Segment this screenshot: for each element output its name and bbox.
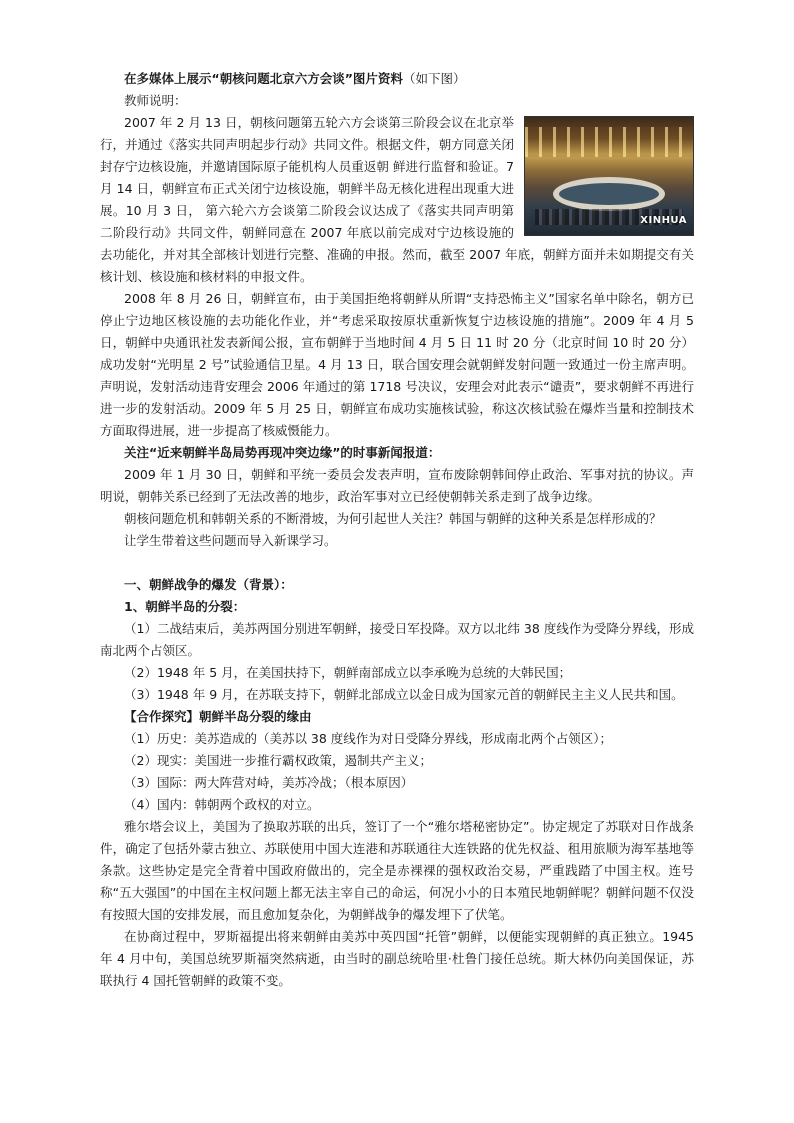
cooperative-inquiry-heading: 【合作探究】朝鲜半岛分裂的缘由 bbox=[124, 709, 312, 724]
reason-item: （1）历史：美苏造成的（美苏以 38 度线作为对日受降分界线，形成南北两个占领区）； bbox=[124, 731, 613, 746]
photo-watermark: XINHUA bbox=[640, 215, 687, 226]
subsection-title: 1、朝鲜半岛的分裂： bbox=[124, 599, 246, 614]
intro-heading-rest: （如下图） bbox=[402, 71, 466, 86]
conference-table bbox=[553, 177, 665, 211]
section-title: 一、朝鲜战争的爆发（背景）： bbox=[124, 577, 293, 592]
paragraph-2007: 2007 年 2 月 13 日，朝核问题第五轮六方会谈第三阶段会议在北京举行，并通过《落实共同声明起步行动》共同文件。根据文件，朝方同意关闭封存宁边核设施，并邀请国际原子能机构人员重返朝 鲜进行监督和验证。7 月 14 日，朝鲜宣布正式关闭宁边核设施，朝鲜半岛无核化进程出现重大进展。10 月 3 日， 第六轮六方会谈第二阶段会议达成了《落实共同声明第二阶段行动》共同文件，朝鲜同意在 2007 年底以前完成对宁边核设施的去功能化，并对其全部核计划进行完整、准确的申报。然而，截至 2007 年底，朝鲜方面并未如期提交有关核计划、核设施和核材料的申报文件。 bbox=[100, 115, 694, 284]
trusteeship-paragraph: 在协商过程中，罗斯福提出将来朝鲜由美苏中英四国“托管”朝鲜，以便能实现朝鲜的真正独立。1945 年 4 月中旬，美国总统罗斯福突然病逝，由当时的副总统哈里·杜鲁门接任总统。斯大林仍向美国保证，苏联执行 4 国托管朝鲜的政策不变。 bbox=[100, 929, 694, 988]
news-heading: 关注“近来朝鲜半岛局势再现冲突边缘”的时事新闻报道： bbox=[124, 445, 441, 460]
chandelier-lights bbox=[525, 127, 693, 157]
intro-heading bbox=[100, 68, 694, 90]
spacer bbox=[100, 552, 694, 574]
list-item: （3）1948 年 9 月，在苏联支持下，朝鲜北部成立以金日成为国家元首的朝鲜民主主义人民共和国。 bbox=[124, 687, 684, 702]
lead-in-paragraph: 让学生带着这些问题而导入新课学习。 bbox=[124, 533, 337, 548]
paragraph-2008-2009: 2008 年 8 月 26 日，朝鲜宣布，由于美国拒绝将朝鲜从所谓“支持恐怖主义”国家名单中除名，朝方已停止宁边地区核设施的去功能化作业，并“考虑采取按原状重新恢复宁边核设施的措施”。2009 年 4 月 5 日，朝鲜中央通讯社发表新闻公报，宣布朝鲜于当地时间 4 月 5 日 11 时 20 分（北京时间 10 时 20 分）成功发射“光明星 2 号”试验通信卫星。4 月 13 日，联合国安理会就朝鲜发射问题一致通过一份主席声明。声明说，发射活动违背安理会 2006 年通过的第 1718 号决议，安理会对此表示“谴责”，要求朝鲜不再进行进一步的发射活动。2009 年 5 月 25 日，朝鲜宣布成功实施核试验，称这次核试验在爆炸当量和控制技术方面取得进展，进一步提高了核威慑能力。 bbox=[100, 291, 694, 438]
yalta-paragraph: 雅尔塔会议上，美国为了换取苏联的出兵，签订了一个“雅尔塔秘密协定”。协定规定了苏联对日作战条件，确定了包括外蒙古独立、苏联使用中国大连港和苏联通往大连铁路的优先权益、租用旅顺为海军基地等条款。这些协定是完全背着中国政府做出的，完全是赤裸裸的强权政治交易，严重践踏了中国主权。连号称“五大强国”的中国在主权问题上都无法主宰自己的命运，何况小小的日本殖民地朝鲜呢？朝鲜问题不仅没有按照大国的安排发展，而且愈加复杂化，为朝鲜战争的爆发埋下了伏笔。 bbox=[100, 819, 694, 922]
six-party-talks-photo bbox=[524, 116, 694, 236]
list-item: （1）二战结束后，美苏两国分别进军朝鲜，接受日军投降。双方以北纬 38 度线作为受降分界线，形成南北两个占领区。 bbox=[100, 621, 694, 658]
paragraph-news: 2009 年 1 月 30 日，朝鲜和平统一委员会发表声明，宣布废除朝韩间停止政治、军事对抗的协议。声明说，朝韩关系已经到了无法改善的地步，政治军事对立已经使朝韩关系走到了战争边缘。 bbox=[100, 467, 694, 504]
question-paragraph: 朝核问题危机和韩朝关系的不断滑坡，为何引起世人关注？韩国与朝鲜的这种关系是怎样形成的？ bbox=[124, 511, 662, 526]
intro-heading-bold: 在多媒体上展示“朝核问题北京六方会谈”图片资料 bbox=[124, 71, 403, 86]
reason-item: （2）现实：美国进一步推行霸权政策，遏制共产主义； bbox=[124, 753, 432, 768]
reason-item: （3）国际：两大阵营对峙，美苏冷战；（根本原因） bbox=[124, 775, 414, 790]
list-item: （2）1948 年 5 月，在美国扶持下，朝鲜南部成立以李承晚为总统的大韩民国； bbox=[124, 665, 572, 680]
teacher-label: 教师说明： bbox=[124, 93, 187, 108]
reason-item: （4）国内：韩朝两个政权的对立。 bbox=[124, 797, 320, 812]
document-body bbox=[100, 68, 694, 992]
